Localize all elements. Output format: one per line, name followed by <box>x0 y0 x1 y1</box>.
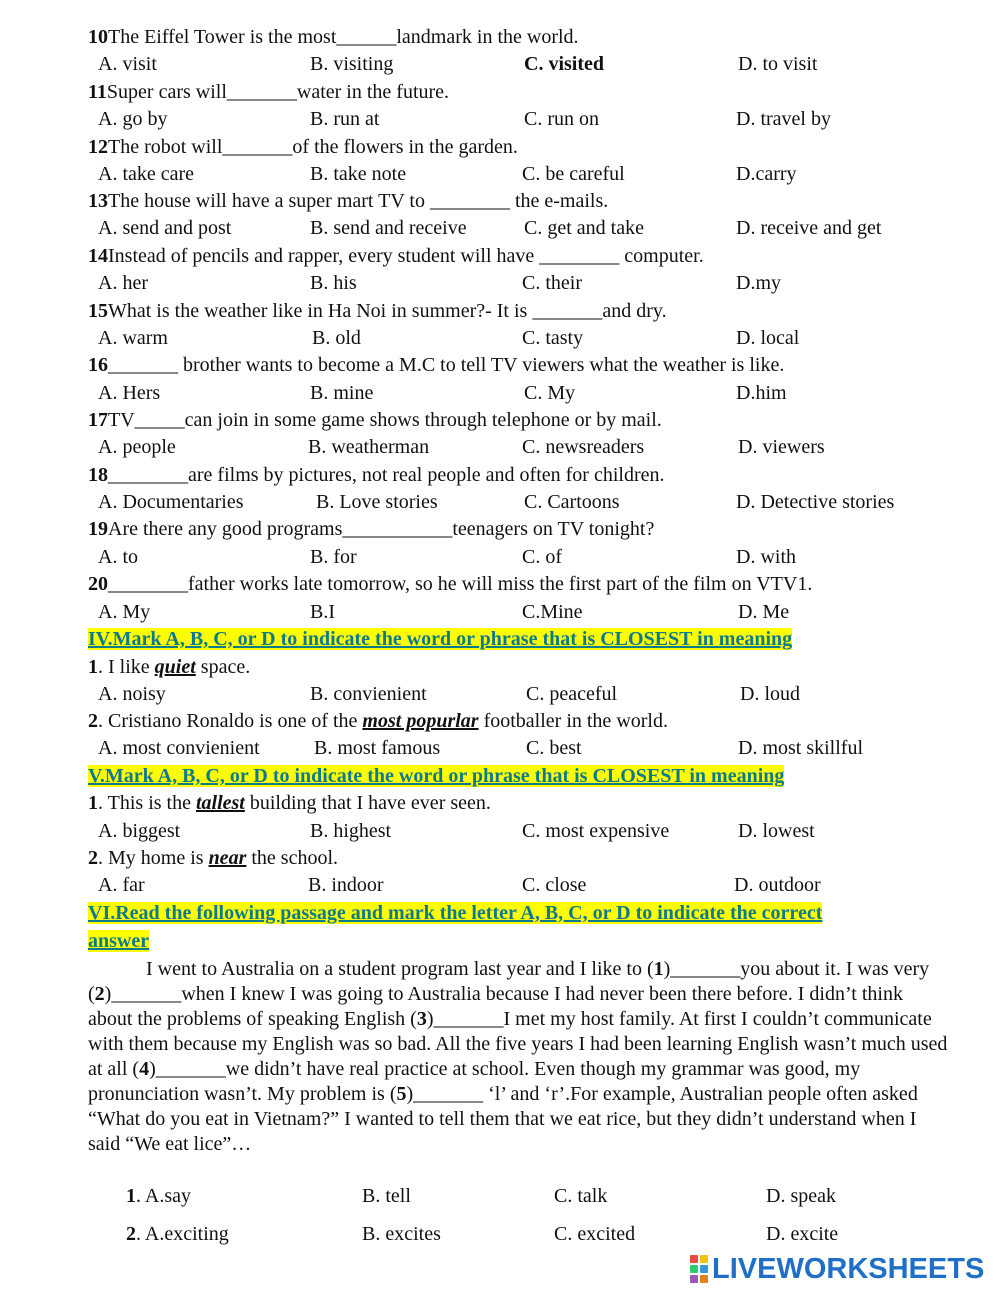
q16-option-d[interactable]: D.him <box>736 382 787 404</box>
s4q1-option-a[interactable]: A. noisy <box>98 683 166 705</box>
q18-option-a[interactable]: A. Documentaries <box>98 491 244 513</box>
section-4-question-1: 1. I like quiet space. <box>88 656 251 678</box>
q17-option-b[interactable]: B. weatherman <box>308 436 430 458</box>
q10-option-d[interactable]: D. to visit <box>738 53 818 75</box>
s4q2-option-d[interactable]: D. most skillful <box>738 737 864 759</box>
q12-option-c[interactable]: C. be careful <box>522 163 625 185</box>
q20-option-c[interactable]: C.Mine <box>522 601 583 623</box>
q14-option-a[interactable]: A. her <box>98 272 148 294</box>
q15-option-d[interactable]: D. local <box>736 327 800 349</box>
q16-option-c[interactable]: C. My <box>524 382 576 404</box>
logo-text: LIVEWORKSHEETS <box>712 1252 985 1285</box>
q15-option-a[interactable]: A. warm <box>98 327 168 349</box>
question-12: 12The robot will_______of the flowers in the garden. <box>88 136 518 158</box>
s4q1-option-b[interactable]: B. convienient <box>310 683 427 705</box>
passage-answer-2-option-c[interactable]: C. excited <box>554 1223 636 1245</box>
q19-option-d[interactable]: D. with <box>736 546 796 568</box>
q18-option-d[interactable]: D. Detective stories <box>736 491 895 513</box>
section-6-heading-line2: answer <box>88 930 150 952</box>
q14-option-d[interactable]: D.my <box>736 272 781 294</box>
section-4-question-2: 2. Cristiano Ronaldo is one of the most popurlar footballer in the world. <box>88 710 668 732</box>
q20-option-d[interactable]: D. Me <box>738 601 790 623</box>
q13-option-d[interactable]: D. receive and get <box>736 217 882 239</box>
q19-option-c[interactable]: C. of <box>522 546 562 568</box>
question-19: 19Are there any good programs___________teenagers on TV tonight? <box>88 518 655 540</box>
logo-squares-icon <box>690 1255 708 1283</box>
s5q1-option-d[interactable]: D. lowest <box>738 820 815 842</box>
q14-option-c[interactable]: C. their <box>522 272 582 294</box>
s4q1-option-d[interactable]: D. loud <box>740 683 800 705</box>
s5q2-option-b[interactable]: B. indoor <box>308 874 384 896</box>
q11-option-d[interactable]: D. travel by <box>736 108 831 130</box>
q18-option-b[interactable]: B. Love stories <box>316 491 438 513</box>
q19-option-b[interactable]: B. for <box>310 546 357 568</box>
q20-option-b[interactable]: B.I <box>310 601 335 623</box>
q12-option-a[interactable]: A. take care <box>98 163 195 185</box>
section-6-heading: VI.Read the following passage and mark the letter A, B, C, or D to indicate the correct <box>88 902 823 924</box>
s4q2-option-a[interactable]: A. most convienient <box>98 737 260 759</box>
passage-answer-1-option-d[interactable]: D. speak <box>766 1185 836 1207</box>
question-16: 16_______ brother wants to become a M.C to tell TV viewers what the weather is like. <box>88 354 785 376</box>
q11-option-a[interactable]: A. go by <box>98 108 168 130</box>
q16-option-b[interactable]: B. mine <box>310 382 374 404</box>
q19-option-a[interactable]: A. to <box>98 546 138 568</box>
q10-option-c[interactable]: C. visited <box>524 53 604 75</box>
passage-answer-1-option-a[interactable]: 1. A.say <box>126 1185 191 1207</box>
q11-option-b[interactable]: B. run at <box>310 108 380 130</box>
q17-option-d[interactable]: D. viewers <box>738 436 825 458</box>
q12-option-b[interactable]: B. take note <box>310 163 407 185</box>
question-15: 15What is the weather like in Ha Noi in summer?- It is _______and dry. <box>88 300 667 322</box>
question-11: 11Super cars will_______water in the future. <box>88 81 450 103</box>
section-5-question-1: 1. This is the tallest building that I have ever seen. <box>88 792 491 814</box>
passage-answer-2-option-a[interactable]: 2. A.exciting <box>126 1223 229 1245</box>
q10-option-b[interactable]: B. visiting <box>310 53 394 75</box>
passage-answer-1-option-c[interactable]: C. talk <box>554 1185 608 1207</box>
s4q2-option-b[interactable]: B. most famous <box>314 737 441 759</box>
s4q1-option-c[interactable]: C. peaceful <box>526 683 618 705</box>
q20-option-a[interactable]: A. My <box>98 601 151 623</box>
passage-answer-2-option-d[interactable]: D. excite <box>766 1223 839 1245</box>
question-10: 10The Eiffel Tower is the most______landmark in the world. <box>88 26 579 48</box>
q10-option-a[interactable]: A. visit <box>98 53 157 75</box>
q13-option-b[interactable]: B. send and receive <box>310 217 467 239</box>
section-5-question-2: 2. My home is near the school. <box>88 847 339 869</box>
q16-option-a[interactable]: A. Hers <box>98 382 161 404</box>
question-14: 14Instead of pencils and rapper, every student will have ________ computer. <box>88 245 704 267</box>
q13-option-a[interactable]: A. send and post <box>98 217 232 239</box>
q17-option-a[interactable]: A. people <box>98 436 176 458</box>
section-4-heading: IV.Mark A, B, C, or D to indicate the word or phrase that is CLOSEST in meaning <box>88 628 793 650</box>
s5q2-option-a[interactable]: A. far <box>98 874 145 896</box>
passage-answer-1-option-b[interactable]: B. tell <box>362 1185 411 1207</box>
question-17: 17TV_____can join in some game shows through telephone or by mail. <box>88 409 662 431</box>
s5q1-option-a[interactable]: A. biggest <box>98 820 181 842</box>
s5q2-option-c[interactable]: C. close <box>522 874 587 896</box>
q13-option-c[interactable]: C. get and take <box>524 217 644 239</box>
liveworksheets-logo <box>690 1254 984 1284</box>
s5q1-option-b[interactable]: B. highest <box>310 820 392 842</box>
s4q2-option-c[interactable]: C. best <box>526 737 582 759</box>
q11-option-c[interactable]: C. run on <box>524 108 599 130</box>
q12-option-d[interactable]: D.carry <box>736 163 797 185</box>
question-18: 18________are films by pictures, not real people and often for children. <box>88 464 665 486</box>
section-5-heading: V.Mark A, B, C, or D to indicate the word or phrase that is CLOSEST in meaning <box>88 765 785 787</box>
q15-option-c[interactable]: C. tasty <box>522 327 584 349</box>
s5q1-option-c[interactable]: C. most expensive <box>522 820 670 842</box>
reading-passage: I went to Australia on a student program last year and I like to (1)_______you about it. I was very (2)_______when I knew I was going to Australia because I had never been there before. I didn’t think about the problems of speaking English (3)_______I met my host family. At first I couldn’t communicate with them because my English was so bad. All the five years I had been learning English wasn’t much used at all (4)_______we didn’t have real practice at school. Even though my grammar was good, my pronunciation wasn’t. My problem is (5)_______ ‘l’ and ‘r’.For example, Australian people often asked “What do you eat in Vietnam?” I wanted to tell them that we eat rice, but they didn’t understand when I said “We eat lice”… <box>88 958 948 1155</box>
s5q2-option-d[interactable]: D. outdoor <box>734 874 821 896</box>
q15-option-b[interactable]: B. old <box>312 327 361 349</box>
q18-option-c[interactable]: C. Cartoons <box>524 491 620 513</box>
q14-option-b[interactable]: B. his <box>310 272 357 294</box>
q17-option-c[interactable]: C. newsreaders <box>522 436 645 458</box>
question-13: 13The house will have a super mart TV to ________ the e-mails. <box>88 190 609 212</box>
passage-answer-2-option-b[interactable]: B. excites <box>362 1223 441 1245</box>
question-20: 20________father works late tomorrow, so he will miss the first part of the film on VTV1. <box>88 573 813 595</box>
